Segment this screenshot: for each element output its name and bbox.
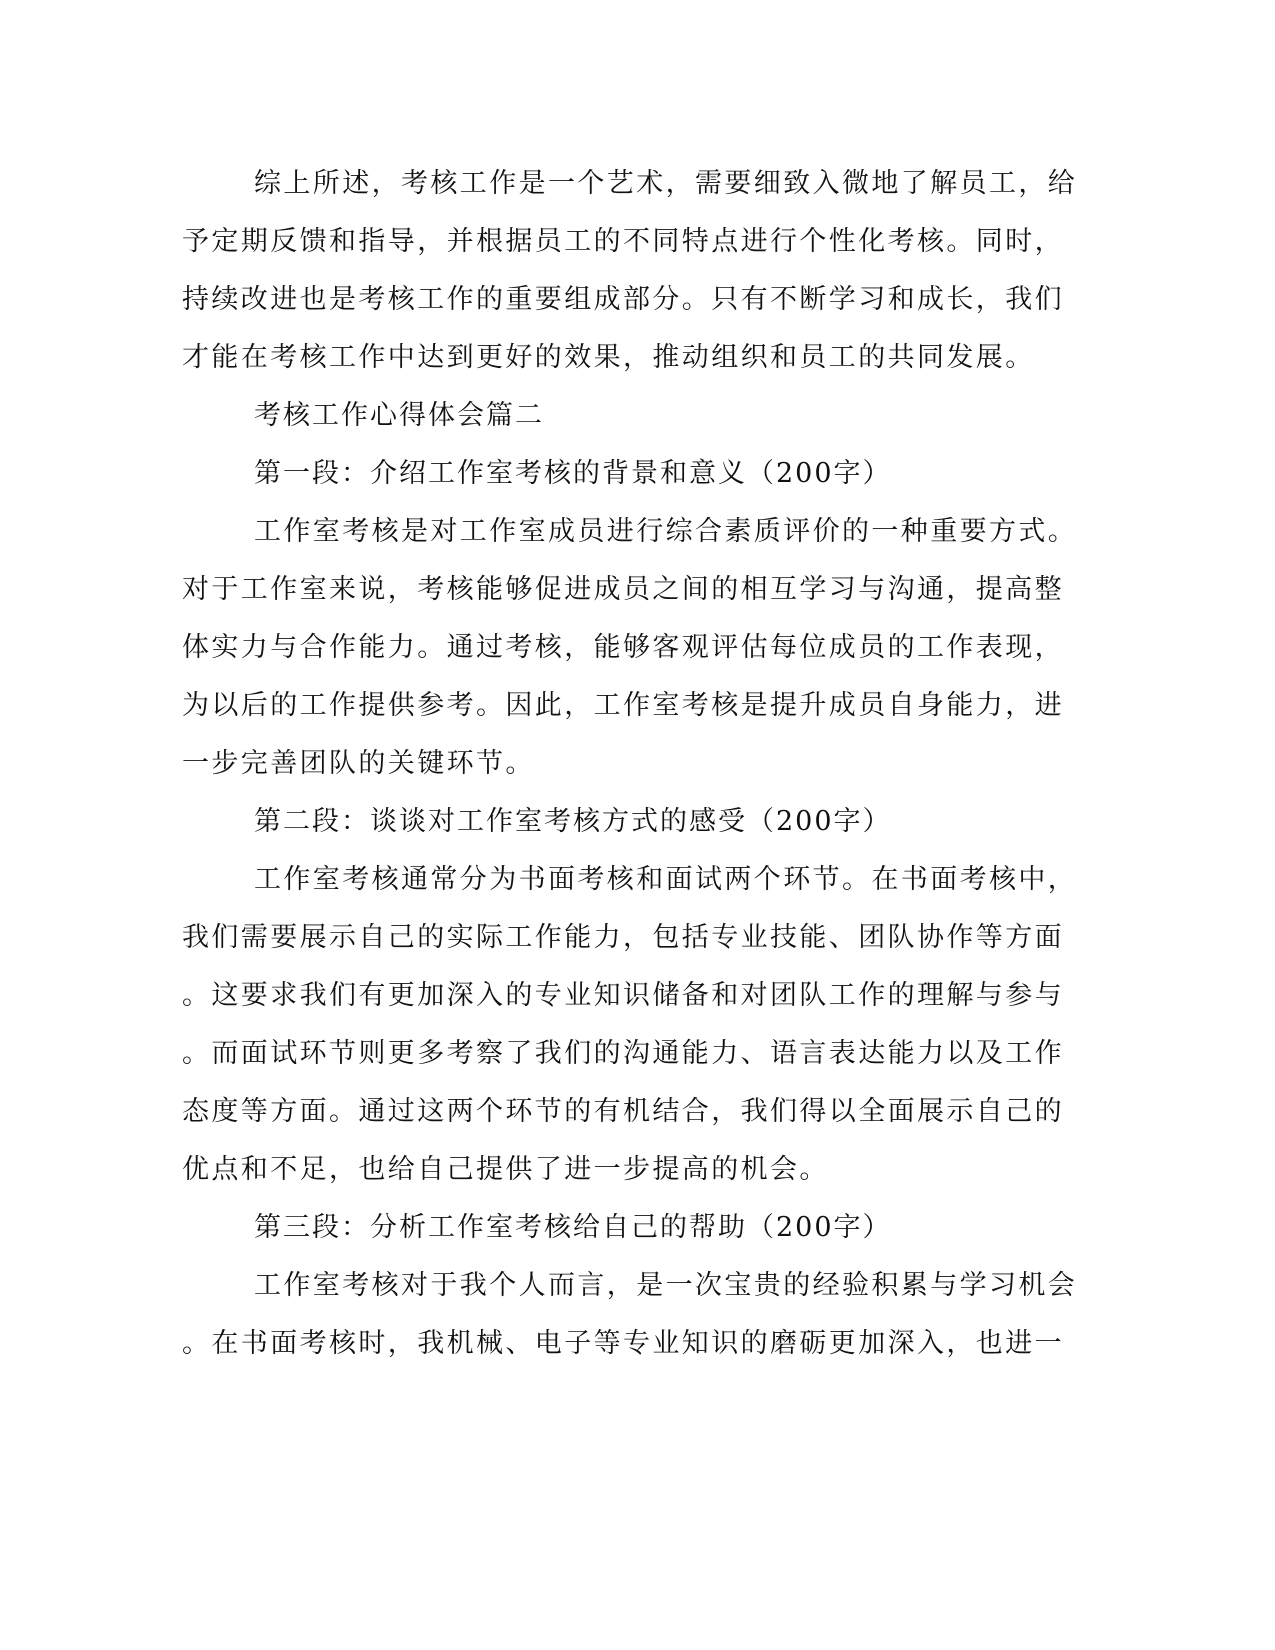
section-1-line-1: 工作室考核是对工作室成员进行综合素质评价的一种重要方式。 [254, 516, 1078, 547]
paragraph-summary-line-3: 持续改进也是考核工作的重要组成部分。只有不断学习和成长，我们 [182, 284, 1064, 315]
section-1-line-4: 为以后的工作提供参考。因此，工作室考核是提升成员自身能力，进 [182, 690, 1064, 721]
section-heading-3: 第三段：分析工作室考核给自己的帮助（200字） [254, 1212, 892, 1243]
section-2-line-1: 工作室考核通常分为书面考核和面试两个环节。在书面考核中， [254, 864, 1078, 895]
section-heading-2: 第二段：谈谈对工作室考核方式的感受（200字） [254, 806, 892, 837]
paragraph-summary-line-1: 综上所述，考核工作是一个艺术，需要细致入微地了解员工，给 [254, 168, 1078, 199]
section-3-line-2: 。在书面考核时，我机械、电子等专业知识的磨砺更加深入，也进一 [182, 1328, 1064, 1359]
section-heading-1: 第一段：介绍工作室考核的背景和意义（200字） [254, 458, 892, 489]
section-1-line-2: 对于工作室来说，考核能够促进成员之间的相互学习与沟通，提高整 [182, 574, 1064, 605]
paragraph-summary-line-2: 予定期反馈和指导，并根据员工的不同特点进行个性化考核。同时， [182, 226, 1064, 257]
section-2-line-2: 我们需要展示自己的实际工作能力，包括专业技能、团队协作等方面 [182, 922, 1064, 953]
paragraph-summary-line-4: 才能在考核工作中达到更好的效果，推动组织和员工的共同发展。 [182, 342, 1035, 373]
section-1-line-5: 一步完善团队的关键环节。 [182, 748, 535, 779]
section-2-line-5: 态度等方面。通过这两个环节的有机结合，我们得以全面展示自己的 [182, 1096, 1064, 1127]
section-3-line-1: 工作室考核对于我个人而言，是一次宝贵的经验积累与学习机会 [254, 1270, 1078, 1301]
section-2-line-6: 优点和不足，也给自己提供了进一步提高的机会。 [182, 1154, 829, 1185]
section-2-line-4: 。而面试环节则更多考察了我们的沟通能力、语言表达能力以及工作 [182, 1038, 1064, 1069]
article-title: 考核工作心得体会篇二 [254, 400, 544, 431]
section-2-line-3: 。这要求我们有更加深入的专业知识储备和对团队工作的理解与参与 [182, 980, 1064, 1011]
document-body [182, 155, 1082, 1373]
section-1-line-3: 体实力与合作能力。通过考核，能够客观评估每位成员的工作表现， [182, 632, 1064, 663]
